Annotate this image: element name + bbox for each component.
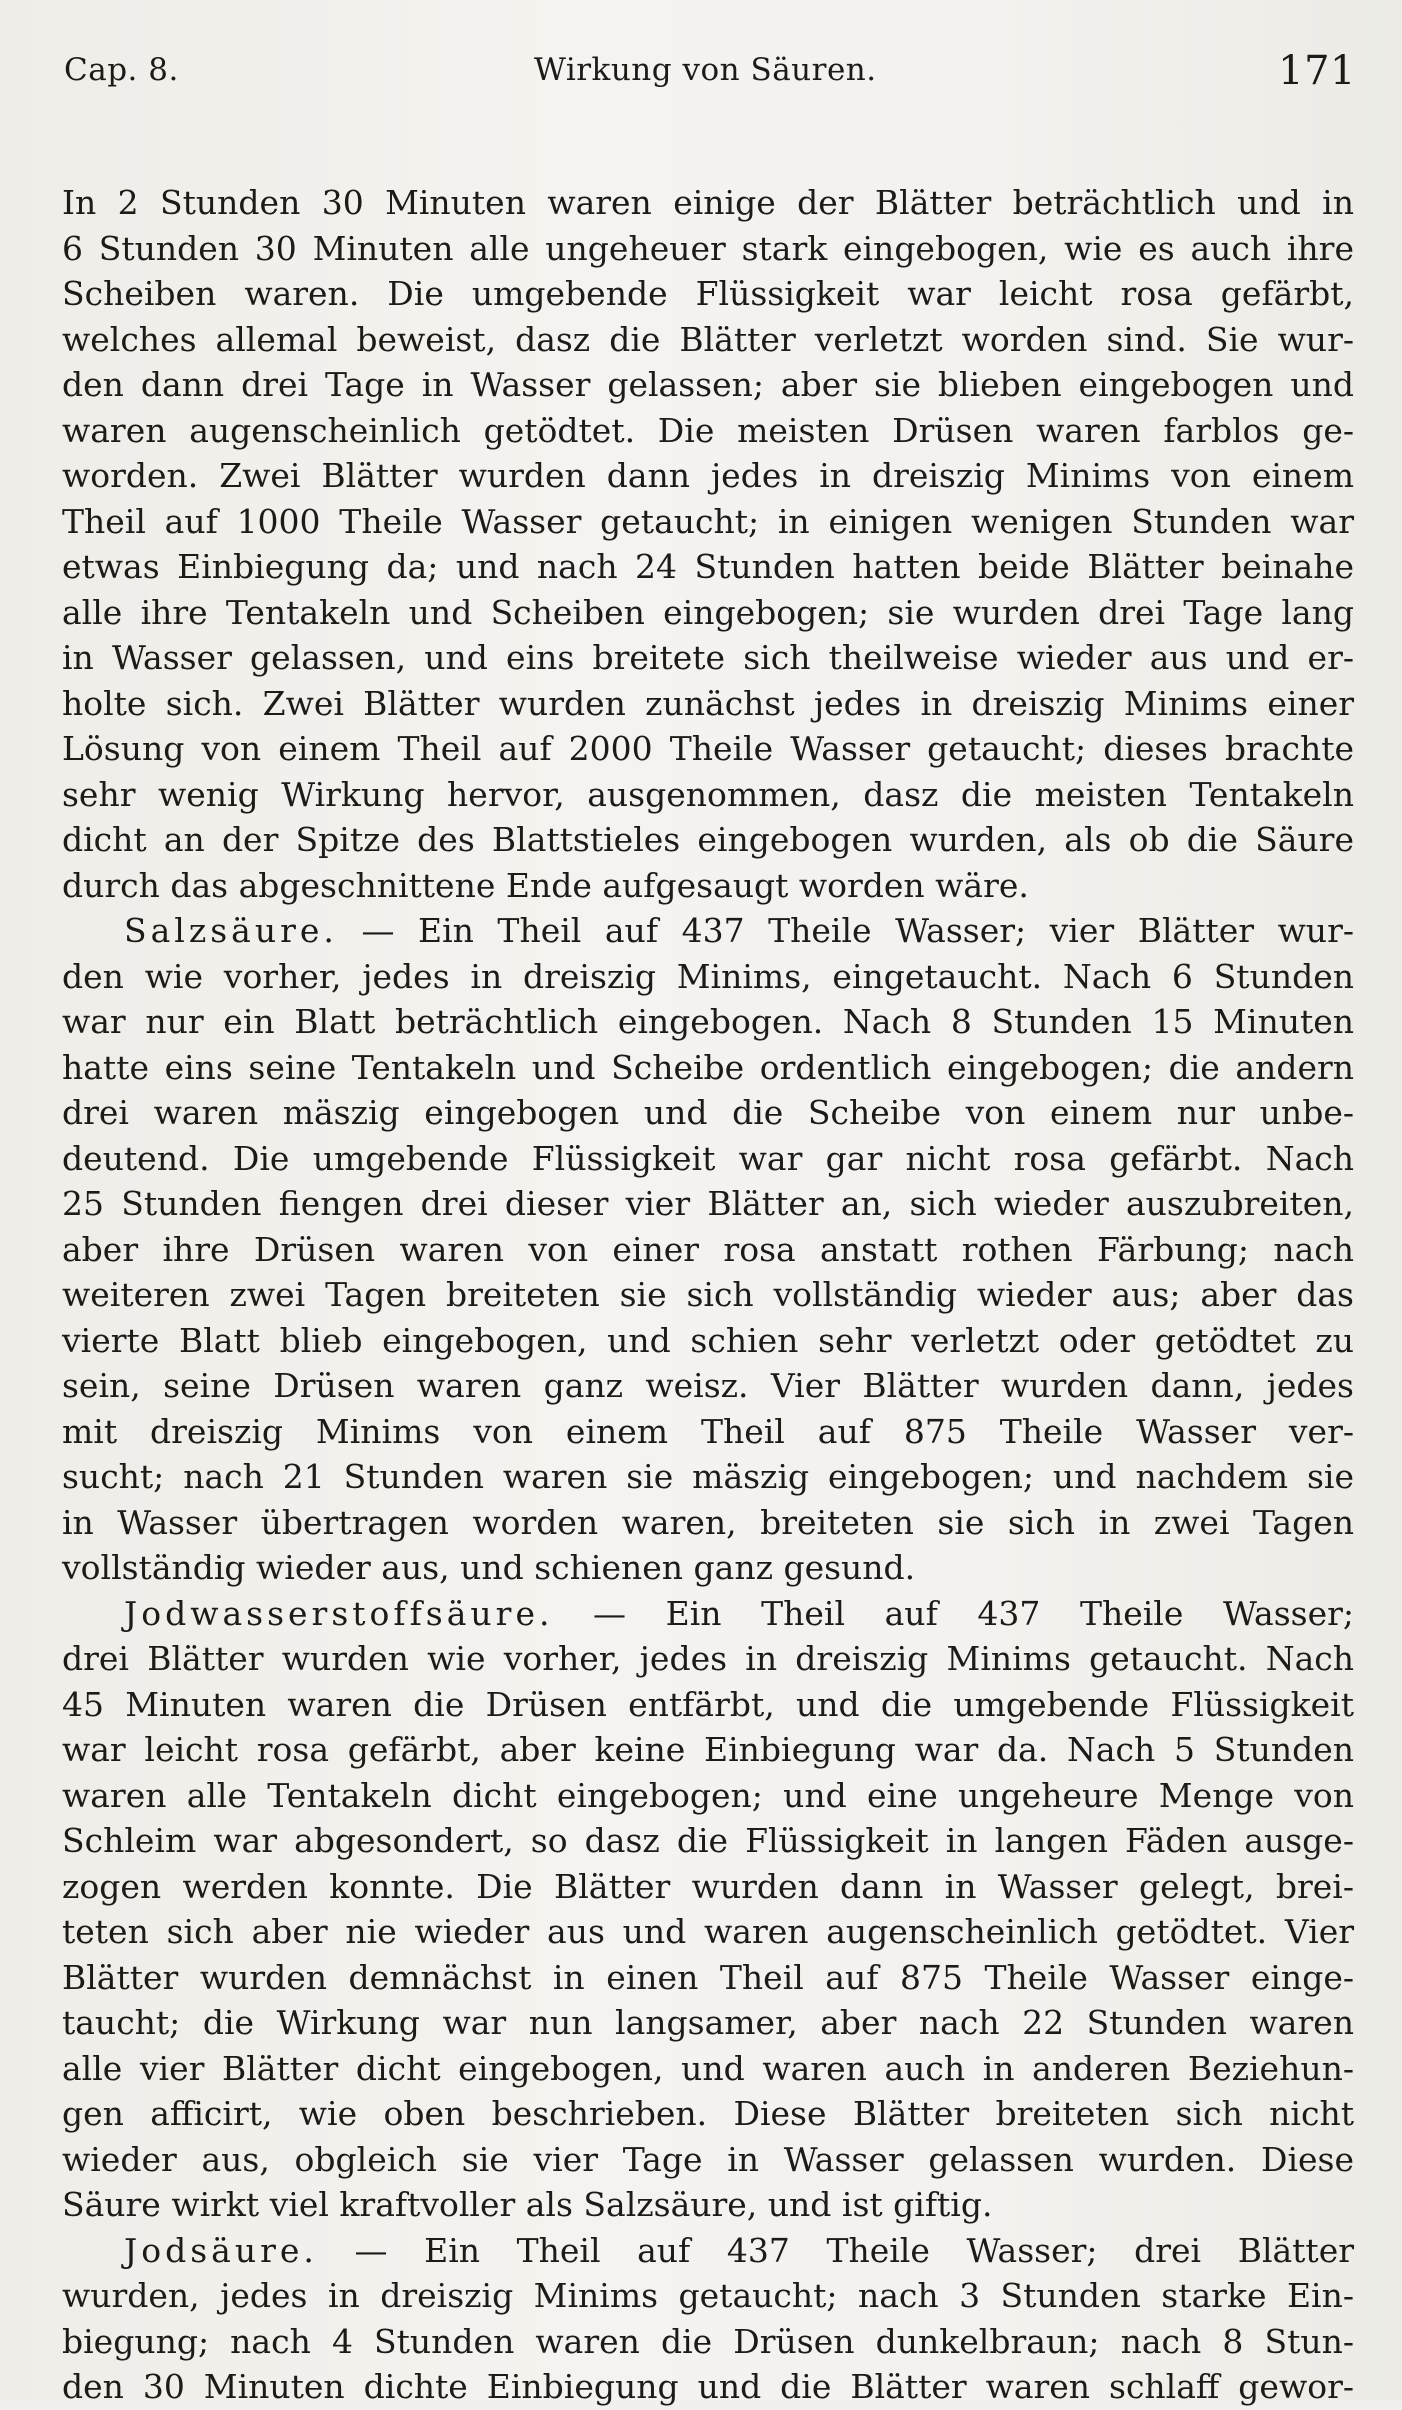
line-text: Säure wirkt viel kraftvoller als Salzsäure, und ist giftig. [62,2185,993,2224]
text-line [62,1727,1354,1773]
text-line [62,1909,1354,1955]
section-title: Wirkung von Säuren. [534,52,877,88]
body-text [62,180,1354,2410]
text-line [62,590,1354,636]
line-text: in Wasser übertragen worden waren, breiteten sie sich in zwei Tagen [62,1502,1354,1542]
line-text: den 30 Minuten dichte Einbiegung und die Blätter waren schlaff gewor- [62,2367,1354,2406]
line-text: alle ihre Tentakeln und Scheiben eingebogen; sie wurden drei Tage lang [62,592,1354,632]
text-line [62,1272,1354,1318]
line-text: Theil auf 1000 Theile Wasser getaucht; in einigen wenigen Stunden war [62,501,1354,541]
line-text: wurden, jedes in dreiszig Minims getaucht; nach 3 Stunden starke Ein- [62,2276,1354,2315]
line-text: Blätter wurden demnächst in einen Theil auf 875 Theile Wasser einge- [62,1957,1354,1997]
line-text: holte sich. Zwei Blätter wurden zunächst jedes in dreiszig Minims einer [62,683,1354,723]
line-text: welches allemal beweist, dasz die Blätter verletzt worden sind. Sie wur- [62,319,1354,359]
line-text: sucht; nach 21 Stunden waren sie mäszig eingebogen; und nachdem sie [62,1457,1354,1496]
line-text: In 2 Stunden 30 Minuten waren einige der Blätter beträchtlich und in [62,183,1354,222]
text-line [62,1454,1354,1500]
text-line [62,1682,1354,1728]
text-line [62,1409,1354,1455]
text-line [62,726,1354,772]
line-text: worden. Zwei Blätter wurden dann jedes in dreiszig Minims von einem [62,456,1354,495]
text-line [62,1136,1354,1182]
text-line [62,635,1354,681]
line-text: deutend. Die umgebende Flüssigkeit war gar nicht rosa gefärbt. Nach [62,1138,1354,1178]
text-line [62,772,1354,818]
line-text: den dann drei Tage in Wasser gelassen; aber sie blieben eingebogen und [62,365,1354,404]
line-text: alle vier Blätter dicht eingebogen, und waren auch in anderen Beziehun- [62,2048,1354,2088]
text-line [62,2228,1354,2274]
text-line [62,1955,1354,2001]
text-line [62,1227,1354,1273]
line-text: sein, seine Drüsen waren ganz weisz. Vier Blätter wurden dann, jedes [62,1366,1354,1405]
line-text: — Ein Theil auf 437 Theile Wasser; drei Blätter [317,2230,1354,2270]
line-text: vollständig wieder aus, und schienen ganz gesund. [62,1548,916,1587]
text-line [62,1363,1354,1409]
line-text: durch das abgeschnittene Ende aufgesaugt worden wäre. [62,865,1029,905]
text-line [62,317,1354,363]
text-line [62,863,1354,909]
text-line [62,453,1354,499]
line-text: den wie vorher, jedes in dreiszig Minims, eingetaucht. Nach 6 Stunden [62,956,1354,996]
line-text: mit dreiszig Minims von einem Theil auf 875 Theile Wasser ver- [62,1411,1354,1451]
line-text: war leicht rosa gefärbt, aber keine Einbiegung war da. Nach 5 Stunden [62,1730,1354,1769]
text-line [62,1500,1354,1546]
line-text: aber ihre Drüsen waren von einer rosa anstatt rothen Färbung; nach [62,1229,1354,1269]
text-line [62,1591,1354,1637]
text-line [62,2319,1354,2365]
line-text: sehr wenig Wirkung hervor, ausgenommen, dasz die meisten Tentakeln [62,774,1354,814]
text-line [62,1773,1354,1819]
text-line [62,2091,1354,2137]
line-text: gen afficirt, wie oben beschrieben. Diese Blätter breiteten sich nicht [62,2094,1354,2133]
running-head [62,42,1356,112]
line-text: 6 Stunden 30 Minuten alle ungeheuer stark eingebogen, wie es auch ihre [62,228,1354,268]
line-text: war nur ein Blatt beträchtlich eingebogen. Nach 8 Stunden 15 Minuten [62,1002,1354,1041]
line-text: waren alle Tentakeln dicht eingebogen; und eine ungeheure Menge von [62,1775,1354,1815]
text-line [62,1090,1354,1136]
line-text: — Ein Theil auf 437 Theile Wasser; vier Blätter wur- [337,911,1354,950]
line-text: 45 Minuten waren die Drüsen entfärbt, und die umgebende Flüssigkeit [62,1684,1354,1724]
text-line [62,1181,1354,1227]
line-text: — Ein Theil auf 437 Theile Wasser; [553,1593,1354,1633]
text-line [62,1545,1354,1591]
line-text: 25 Stunden fiengen drei dieser vier Blätter an, sich wieder auszubreiten, [62,1184,1354,1223]
line-text: teten sich aber nie wieder aus und waren augenscheinlich getödtet. Vier [62,1912,1354,1951]
text-line [62,226,1354,272]
text-line [62,1818,1354,1864]
text-line [62,1864,1354,1910]
line-text: wieder aus, obgleich sie vier Tage in Wasser gelassen wurden. Diese [62,2139,1354,2179]
line-text: zogen werden konnte. Die Blätter wurden dann in Wasser gelegt, brei- [62,1866,1354,1906]
text-line [62,1045,1354,1091]
section-lead-term: Jodsäure. [124,2230,318,2270]
text-line [62,2137,1354,2183]
text-line [62,2364,1354,2410]
line-text: waren augenscheinlich getödtet. Die meisten Drüsen waren farblos ge- [62,410,1354,450]
line-text: drei Blätter wurden wie vorher, jedes in dreiszig Minims getaucht. Nach [62,1639,1354,1678]
text-line [62,408,1354,454]
line-text: taucht; die Wirkung war nun langsamer, aber nach 22 Stunden waren [62,2003,1354,2042]
text-line [62,180,1354,226]
text-line [62,999,1354,1045]
text-line [62,817,1354,863]
text-line [62,499,1354,545]
line-text: etwas Einbiegung da; und nach 24 Stunden hatten beide Blätter beinahe [62,547,1354,586]
text-line [62,908,1354,954]
page-number: 171 [1278,48,1356,94]
line-text: Lösung von einem Theil auf 2000 Theile Wasser getaucht; dieses brachte [62,729,1354,768]
text-line [62,1318,1354,1364]
line-text: in Wasser gelassen, und eins breitete sich theilweise wieder aus und er- [62,638,1354,677]
line-text: hatte eins seine Tentakeln und Scheibe ordentlich eingebogen; die andern [62,1047,1354,1087]
text-line [62,681,1354,727]
text-line [62,2273,1354,2319]
text-line [62,2046,1354,2092]
text-line [62,1636,1354,1682]
text-line [62,544,1354,590]
text-line [62,271,1354,317]
line-text: weiteren zwei Tagen breiteten sie sich vollständig wieder aus; aber das [62,1275,1354,1314]
section-lead-term: Jodwasserstoffsäure. [124,1593,554,1633]
text-line [62,2000,1354,2046]
line-text: dicht an der Spitze des Blattstieles eingebogen wurden, als ob die Säure [62,820,1354,859]
text-line [62,954,1354,1000]
line-text: Scheiben waren. Die umgebende Flüssigkeit war leicht rosa gefärbt, [62,274,1354,313]
text-line [62,362,1354,408]
text-line [62,2182,1354,2228]
line-text: vierte Blatt blieb eingebogen, und schien sehr verletzt oder getödtet zu [62,1320,1354,1360]
chapter-label: Cap. 8. [64,52,179,88]
line-text: biegung; nach 4 Stunden waren die Drüsen dunkelbraun; nach 8 Stun- [62,2321,1354,2361]
line-text: drei waren mäszig eingebogen und die Scheibe von einem nur unbe- [62,1093,1354,1132]
section-lead-term: Salzsäure. [124,911,338,950]
line-text: Schleim war abgesondert, so dasz die Flüssigkeit in langen Fäden ausge- [62,1821,1354,1860]
